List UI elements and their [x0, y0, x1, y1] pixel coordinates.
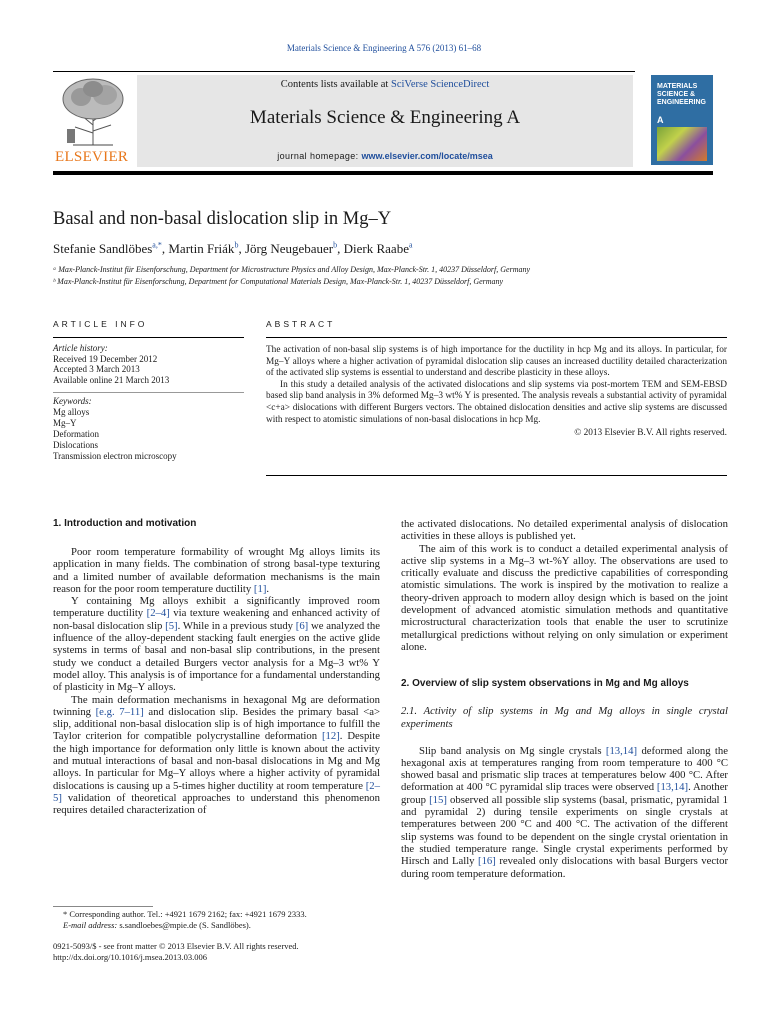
citation-link[interactable]: [13,14]	[605, 744, 638, 757]
email-address[interactable]: s.sandloebes@mpie.de (S. Sandlöbes).	[117, 920, 251, 930]
elsevier-logo[interactable]	[53, 75, 133, 170]
left-column	[53, 546, 380, 817]
divider	[266, 475, 727, 476]
cover-title: MATERIALS SCIENCE & ENGINEERING	[657, 83, 707, 106]
citation-link[interactable]: [2–4]	[146, 607, 170, 620]
text-run: observed all possible slip systems (basal, prismatic, pyramidal 1 and pyramidal 2) during tensile experiments on single crystals at temperatures between 200 °C and 400 °C. The activation of the different slip systems was found to be dependent on the single crystal orientation in the studied temperature range. Single crystal experiments performed by Hirsch and Lally	[401, 793, 729, 868]
author-affil-mark[interactable]: a	[408, 240, 413, 250]
email-label: E-mail address:	[63, 920, 118, 930]
keyword: Deformation	[53, 429, 99, 439]
keyword: Mg–Y	[53, 418, 77, 428]
journal-cover[interactable]	[651, 75, 713, 165]
abstract-text	[266, 345, 727, 440]
citation-link[interactable]: [5]	[165, 619, 178, 632]
text-run: via texture weakening and enhanced activity of non-basal dislocation slip	[53, 607, 380, 632]
article-info-heading: ARTICLE INFO	[53, 319, 148, 329]
text-run: . While in a previous study	[177, 619, 296, 632]
email-note	[53, 920, 307, 931]
text-run: .	[266, 582, 270, 595]
keywords-block	[53, 396, 244, 462]
body-paragraph: The aim of this work is to conduct a detailed experimental analysis of active slip systems in a Mg–3 wt-%Y alloy. The observations are used to critically evaluate and discuss the predictive capabilities of corresponding atomistic simulations. The work is inspired by the motivation to realize a theory-driven approach to modern alloy design which is based on the joint development of advanced atomistic simulation methods and quantitative microstructural characterization tools that enable the user to scrutinize metallurgical predictions without relying on only simulation or experiment alone.	[401, 542, 728, 653]
subsection-2-1-heading: 2.1. Activity of slip systems in Mg and Mg alloys in single crystal experiments	[401, 704, 728, 730]
body-paragraph	[53, 694, 380, 817]
homepage-link[interactable]: www.elsevier.com/locate/msea	[361, 151, 493, 161]
body-paragraph: the activated dislocations. No detailed experimental analysis of dislocation activities in these alloys is published yet.	[401, 518, 728, 543]
paper-title: Basal and non-basal dislocation slip in Mg–Y	[53, 209, 392, 229]
text-run: revealed only dislocations with basal Burgers vector during room temperature deformation.	[401, 855, 728, 880]
author-list	[53, 241, 413, 257]
author-name[interactable]: Jörg Neugebauer	[244, 241, 334, 256]
contents-line	[137, 79, 633, 90]
citation-link[interactable]: [12]	[321, 730, 340, 743]
right-column	[401, 518, 728, 880]
divider	[53, 392, 244, 393]
keywords-label: Keywords:	[53, 396, 92, 406]
abstract-paragraph: In this study a detailed analysis of the activated dislocations and slip systems via post-mortem TEM and SEM-EBSD based slip band analysis in 3% deformed Mg–3 wt% Y is presented. The analysis reveals a substantial activity of pyramidal <c+a> dislocations with different Burgers vectors. The obtained dislocation densities and active slip systems are discussed with respect to atomistic simulations of non-basal dislocations in hcp Mg.	[266, 379, 727, 425]
text-run: we analyzed the influence of the alloy-dependent stacking fault energies on the active glide systems in terms of basal and non-basal slip contributions, in the present study we conduct a detailed Burgers vector analysis for a Mg–3 wt% Y model alloy. This analysis is of importance for a fundamental understanding of plasticity in Mg–Y alloys.	[53, 619, 380, 694]
doi-link[interactable]: http://dx.doi.org/10.1016/j.msea.2013.03.006	[53, 952, 208, 962]
elsevier-tree-icon	[53, 75, 133, 147]
author-name[interactable]: Martin Friák	[168, 241, 235, 256]
citation-link[interactable]: [e.g. 7–11]	[95, 705, 144, 718]
text-run: . Another group	[401, 781, 728, 806]
citation-link[interactable]: [1]	[253, 582, 267, 595]
accepted-date: Accepted 3 March 2013	[53, 364, 140, 374]
citation-link[interactable]: [15]	[429, 793, 447, 806]
text-run: The main deformation mechanisms in hexagonal Mg are deformation twinning	[53, 693, 380, 718]
contents-prefix: Contents lists available at	[280, 79, 391, 90]
text-run: . Despite the high importance for deformation only little is known about the activity and mutual interactions of basal and non-basal dislocations in Mg and Mg alloys. In particular for Mg–Y alloys where a higher activity of pyramidal dislocations is causing up a 5-times higher ductility at room temperature	[53, 730, 380, 792]
masthead-rule	[53, 171, 713, 175]
sciencedirect-link[interactable]: SciVerse ScienceDirect	[390, 79, 490, 90]
keyword: Dislocations	[53, 440, 98, 450]
journal-title: Materials Science & Engineering A	[249, 107, 521, 128]
author-affil-mark[interactable]: b	[234, 240, 239, 250]
author-affil-mark[interactable]: b	[333, 240, 338, 250]
issn-info	[53, 941, 299, 963]
article-history	[53, 343, 244, 385]
text-run: validation of theoretical approaches to understand this phenomenon requires detailed characterization of	[53, 791, 380, 817]
online-date: Available online 21 March 2013	[53, 374, 170, 385]
received-date: Received 19 December 2012	[53, 353, 158, 364]
masthead	[53, 75, 713, 170]
body-paragraph	[53, 546, 380, 595]
text-run: and dislocation slip. Besides the primary basal <a> slip, additional non-basal dislocation slip is of high importance to fulfill the Taylor criterion for compatible polycrystalline deformation	[53, 705, 380, 743]
text-run: Slip band analysis on Mg single crystals	[419, 744, 606, 757]
homepage-prefix: journal homepage:	[277, 151, 362, 161]
author-separator: ,	[161, 241, 169, 256]
citation-link[interactable]: [13,14]	[656, 781, 689, 794]
homepage-line	[137, 151, 633, 161]
cover-series-letter: A	[657, 115, 664, 125]
citation-link[interactable]: [6]	[295, 619, 309, 632]
author-name[interactable]: Stefanie Sandlöbes	[53, 241, 153, 256]
divider	[266, 337, 727, 338]
copyright: © 2013 Elsevier B.V. All rights reserved.	[574, 428, 727, 439]
corresponding-author-note: * Corresponding author. Tel.: +4921 1679 2162; fax: +4921 1679 2333.	[63, 909, 307, 919]
abstract-paragraph: The activation of non-basal slip systems is of high importance for the ductility in hcp Mg and its alloys. In particular, for Mg–Y alloys where a higher activation of pyramidal dislocation slip causes an increased ductility detailed characterization of the activated slip systems is essential to understand and describe plasticity in these alloys.	[266, 345, 727, 379]
history-label: Article history:	[53, 343, 108, 353]
text-run: Y containing Mg alloys exhibit a significantly improved room temperature ductility	[53, 595, 380, 620]
affiliation-a: ᵃ Max-Planck-Institut für Eisenforschung, Department for Microstructure Physics and Alloy Design, Max-Planck-Str. 1, 40237 Düsseldorf, Germany	[53, 265, 531, 274]
journal-banner	[137, 75, 633, 167]
footnote	[53, 909, 307, 931]
divider	[53, 337, 244, 338]
citation-link[interactable]: [2–5]	[53, 779, 380, 804]
footnote-rule	[53, 906, 153, 907]
text-run: deformed along the hexagonal axis at temperatures ranging from room temperature to 400 °C showed basal and prismatic slip traces at temperatures below 400 °C. After deformation at 400 °C pyramidal slip traces were observed	[401, 744, 728, 794]
body-paragraph	[401, 745, 728, 880]
keyword: Transmission electron microscopy	[53, 451, 177, 461]
journal-reference[interactable]: Materials Science & Engineering A 576 (2013) 61–68	[286, 43, 482, 53]
abstract-heading: ABSTRACT	[266, 319, 336, 329]
keyword: Mg alloys	[53, 407, 90, 417]
publisher-name: ELSEVIER	[55, 149, 129, 165]
citation-link[interactable]: [16]	[478, 855, 496, 868]
author-separator: ,	[337, 241, 344, 256]
body-paragraph	[53, 595, 380, 693]
author-separator: ,	[238, 241, 245, 256]
section-2-heading: 2. Overview of slip system observations in Mg and Mg alloys	[401, 678, 689, 690]
cover-image	[657, 127, 707, 161]
author-affil-mark[interactable]: a,*	[152, 240, 162, 250]
section-1-heading: 1. Introduction and motivation	[53, 518, 197, 529]
author-name[interactable]: Dierk Raabe	[343, 241, 409, 256]
front-matter-line: 0921-5093/$ - see front matter © 2013 Elsevier B.V. All rights reserved.	[53, 941, 299, 951]
top-rule	[53, 71, 635, 72]
text-run: Poor room temperature formability of wrought Mg alloys limits its application in many fields. The combination of strong basal-type texturing and a limited number of available deformation mechanisms is the main reason for the poor room temperature ductility	[53, 546, 380, 595]
affiliation-b: ᵇ Max-Planck-Institut für Eisenforschung, Department for Computational Materials Design, Max-Planck-Str. 1, 40237 Düsseldorf, Germany	[53, 277, 504, 286]
